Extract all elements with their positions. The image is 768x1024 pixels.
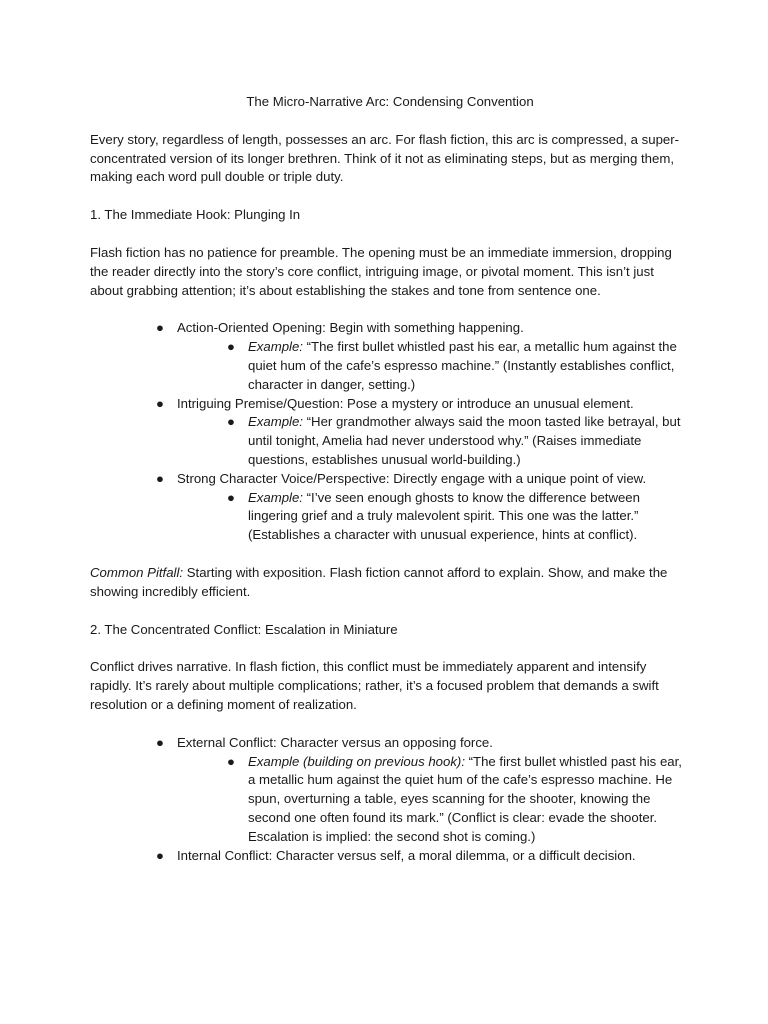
list-item: [90, 847, 690, 866]
bullet-icon: ●: [156, 734, 164, 750]
bullet-icon: ●: [156, 395, 164, 411]
sub-list-item: [177, 338, 690, 394]
list-item-label: Action-Oriented Opening: Begin with something happening.: [177, 320, 524, 336]
bullet-icon: ●: [227, 414, 235, 430]
list-item: [90, 734, 690, 847]
section-1-heading: 1. The Immediate Hook: Plunging In: [90, 207, 301, 223]
sub-list-item: [177, 753, 690, 847]
bullet-icon: ●: [227, 339, 235, 355]
list-item: [90, 319, 690, 394]
example-text: “Her grandmother always said the moon tasted like betrayal, but until tonight, Amelia had never understood why.” (Raises immediate questions, establishes unusual world-building.): [248, 414, 681, 467]
intro-paragraph: Every story, regardless of length, possesses an arc. For flash fiction, this arc is compressed, a super-concentrated version of its longer brethren. Think of it not as eliminating steps, but as merging them, making each word pull double or triple duty.: [90, 131, 680, 185]
example-label: Example (building on previous hook):: [248, 753, 465, 769]
pitfall-text: Starting with exposition. Flash fiction cannot afford to explain. Show, and make the showing incredibly efficient.: [90, 564, 668, 599]
sub-list: [177, 338, 690, 394]
bullet-icon: ●: [156, 847, 164, 863]
pitfall-label: Common Pitfall:: [90, 564, 184, 580]
list-item-label: Internal Conflict: Character versus self, a moral dilemma, or a difficult decision.: [177, 847, 636, 863]
example-label: Example:: [248, 489, 303, 505]
list-item: [90, 470, 690, 545]
document-title: The Micro-Narrative Arc: Condensing Convention: [246, 94, 534, 109]
common-pitfall-paragraph: [90, 564, 690, 602]
section-2-body: Conflict drives narrative. In flash fiction, this conflict must be immediately apparent and intensify rapidly. It’s rarely about multiple complications; rather, it’s a focused problem that demands a swift resolution or a defining moment of realization.: [90, 659, 659, 712]
bullet-icon: ●: [156, 320, 164, 336]
example-text: “The first bullet whistled past his ear, a metallic hum against the quiet hum of the cafe’s espresso machine. He spun, overturning a table, eyes scanning for the shooter, knowing the second one often found its mark.” (Conflict is clear: evade the shooter. Escalation is implied: the second shot is coming.): [248, 753, 682, 844]
example-label: Example:: [248, 339, 303, 355]
example-text: “I’ve seen enough ghosts to know the difference between lingering grief and a truly malevolent spirit. This one was the latter.” (Establishes a character with unusual experience, hints at conflict).: [248, 489, 640, 543]
example-text: “The first bullet whistled past his ear, a metallic hum against the quiet hum of the cafe’s espresso machine.” (Instantly establishes conflict, character in danger, setting.): [248, 339, 677, 392]
bullet-icon: ●: [227, 753, 235, 769]
sub-list: [177, 753, 690, 847]
list-item: [90, 395, 690, 470]
section-2-heading: 2. The Concentrated Conflict: Escalation in Miniature: [90, 621, 398, 637]
section-1-list: [90, 319, 690, 545]
sub-list: [177, 489, 690, 545]
list-item-label: External Conflict: Character versus an opposing force.: [177, 734, 493, 750]
document-page: [90, 93, 690, 884]
sub-list-item: [177, 489, 690, 545]
bullet-icon: ●: [227, 489, 235, 505]
bullet-icon: ●: [156, 470, 164, 486]
list-item-label: Strong Character Voice/Perspective: Directly engage with a unique point of view.: [177, 470, 647, 486]
list-item-label: Intriguing Premise/Question: Pose a mystery or introduce an unusual element.: [177, 395, 634, 411]
sub-list: [177, 413, 690, 469]
section-1-body: Flash fiction has no patience for preamble. The opening must be an immediate immersion, dropping the reader directly into the story’s core conflict, intriguing image, or pivotal moment. This isn’t just about grabbing attention; it’s about establishing the stakes and tone from sentence one.: [90, 244, 672, 298]
section-2-list: [90, 734, 690, 866]
example-label: Example:: [248, 414, 303, 430]
sub-list-item: [177, 413, 690, 469]
